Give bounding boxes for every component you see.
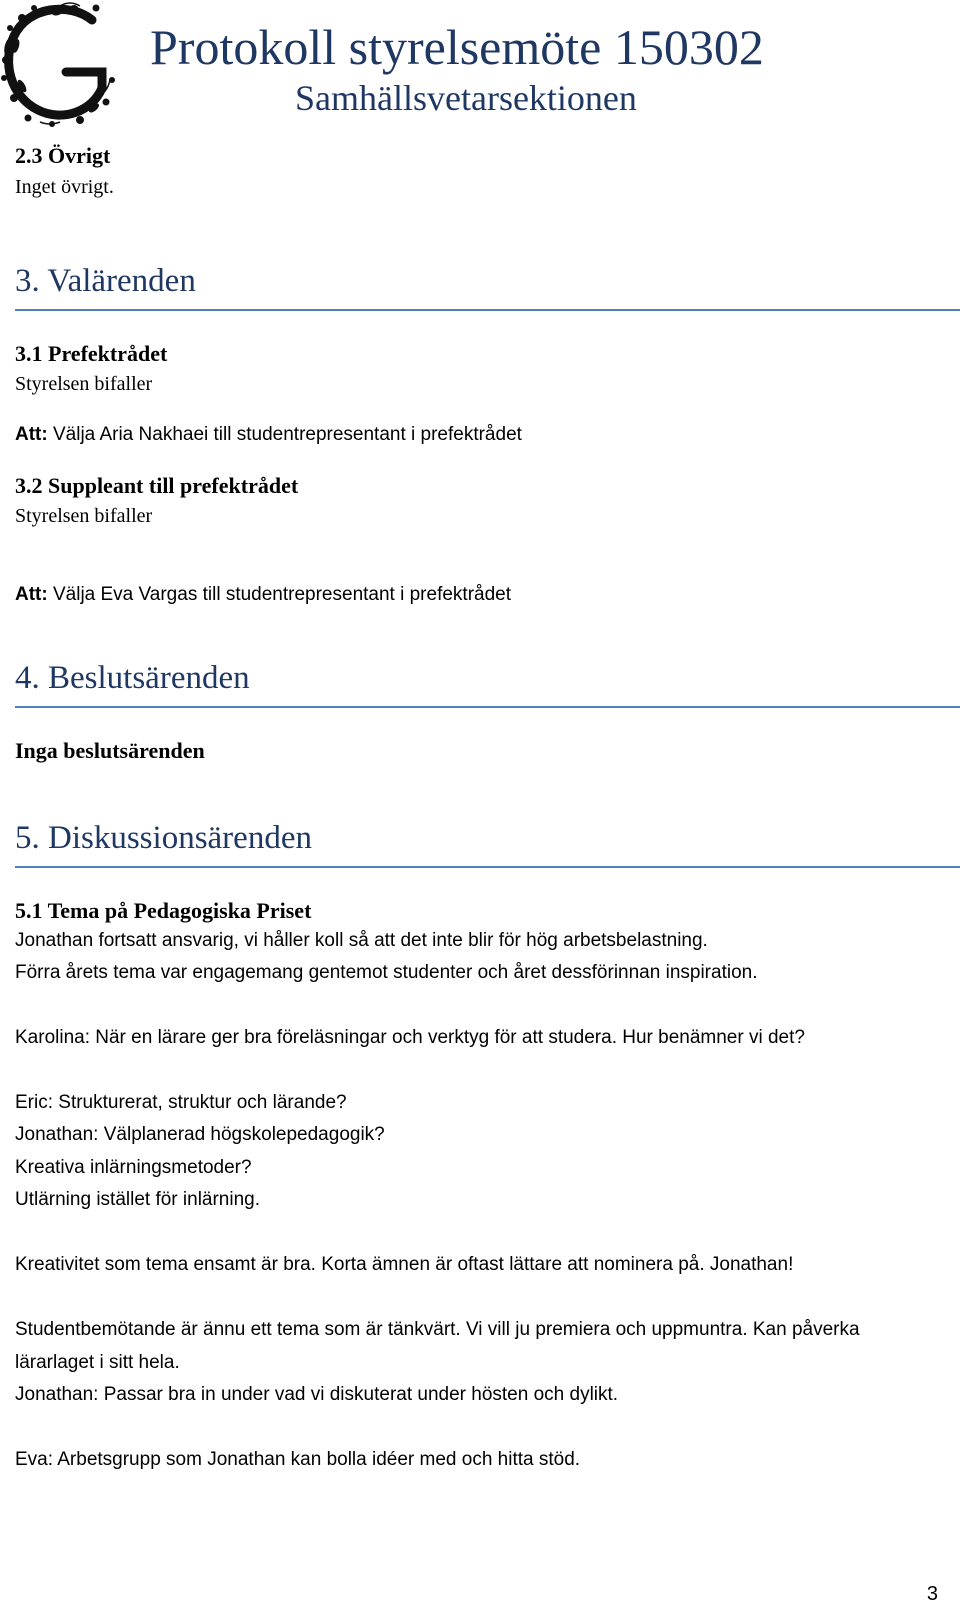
paragraph-line: Eric: Strukturerat, struktur och lärande?	[15, 1092, 347, 1113]
section-4-heading: 4. Beslutsärenden	[15, 658, 960, 708]
section-3-heading: 3. Valärenden	[15, 261, 960, 311]
section-5-1-heading: 5.1 Tema på Pedagogiska Priset	[15, 898, 312, 923]
paragraph-line: Förra årets tema var engagemang gentemot studenter och året dessförinnan inspiration.	[15, 962, 758, 983]
paragraph-line: Jonathan fortsatt ansvarig, vi håller koll så att det inte blir för hög arbetsbelastning.	[15, 930, 708, 951]
att-text: Välja Aria Nakhaei till studentrepresentant i prefektrådet	[47, 424, 522, 445]
paragraph-line: Jonathan: Passar bra in under vad vi diskuterat under hösten och dylikt.	[15, 1384, 619, 1405]
paragraph-line: Studentbemötande är ännu ett tema som är tänkvärt. Vi vill ju premiera och uppmuntra. Kan påverka	[15, 1319, 860, 1340]
att-text: Välja Eva Vargas till studentrepresentant i prefektrådet	[47, 584, 511, 605]
section-3-1-heading: 3.1 Prefektrådet	[15, 341, 168, 366]
paragraph-line: Utlärning istället för inlärning.	[15, 1189, 261, 1210]
att-label: Att:	[15, 424, 48, 445]
section-4-text: Inga beslutsärenden	[15, 738, 205, 763]
section-3-1-att	[15, 421, 522, 449]
section-5-heading: 5. Diskussionsärenden	[15, 818, 960, 868]
section-2-3-text: Inget övrigt.	[15, 176, 114, 198]
paragraph-line: Kreativitet som tema ensamt är bra. Korta ämnen är oftast lättare att nominera på. Jonathan!	[15, 1254, 794, 1275]
document-subtitle: Samhällsvetarsektionen	[295, 78, 637, 118]
paragraph-line: Eva: Arbetsgrupp som Jonathan kan bolla idéer med och hitta stöd.	[15, 1449, 581, 1470]
section-3-2-att	[15, 581, 511, 609]
paragraph-line: Kreativa inlärningsmetoder?	[15, 1157, 252, 1178]
section-3-2-heading: 3.2 Suppleant till prefektrådet	[15, 473, 299, 498]
paragraph-line: lärarlaget i sitt hela.	[15, 1352, 180, 1373]
paragraph-line: Karolina: När en lärare ger bra föreläsningar och verktyg för att studera. Hur benämner vi det?	[15, 1027, 805, 1048]
floral-g-logo-icon	[0, 0, 120, 128]
section-3-1-text: Styrelsen bifaller	[15, 373, 153, 395]
section-3-2-text: Styrelsen bifaller	[15, 505, 153, 527]
page-number: 3	[926, 1583, 938, 1605]
section-2-3-heading: 2.3 Övrigt	[15, 143, 111, 168]
paragraph-line: Jonathan: Välplanerad högskolepedagogik?	[15, 1124, 385, 1145]
document-title: Protokoll styrelsemöte 150302	[150, 19, 764, 75]
att-label: Att:	[15, 584, 48, 605]
